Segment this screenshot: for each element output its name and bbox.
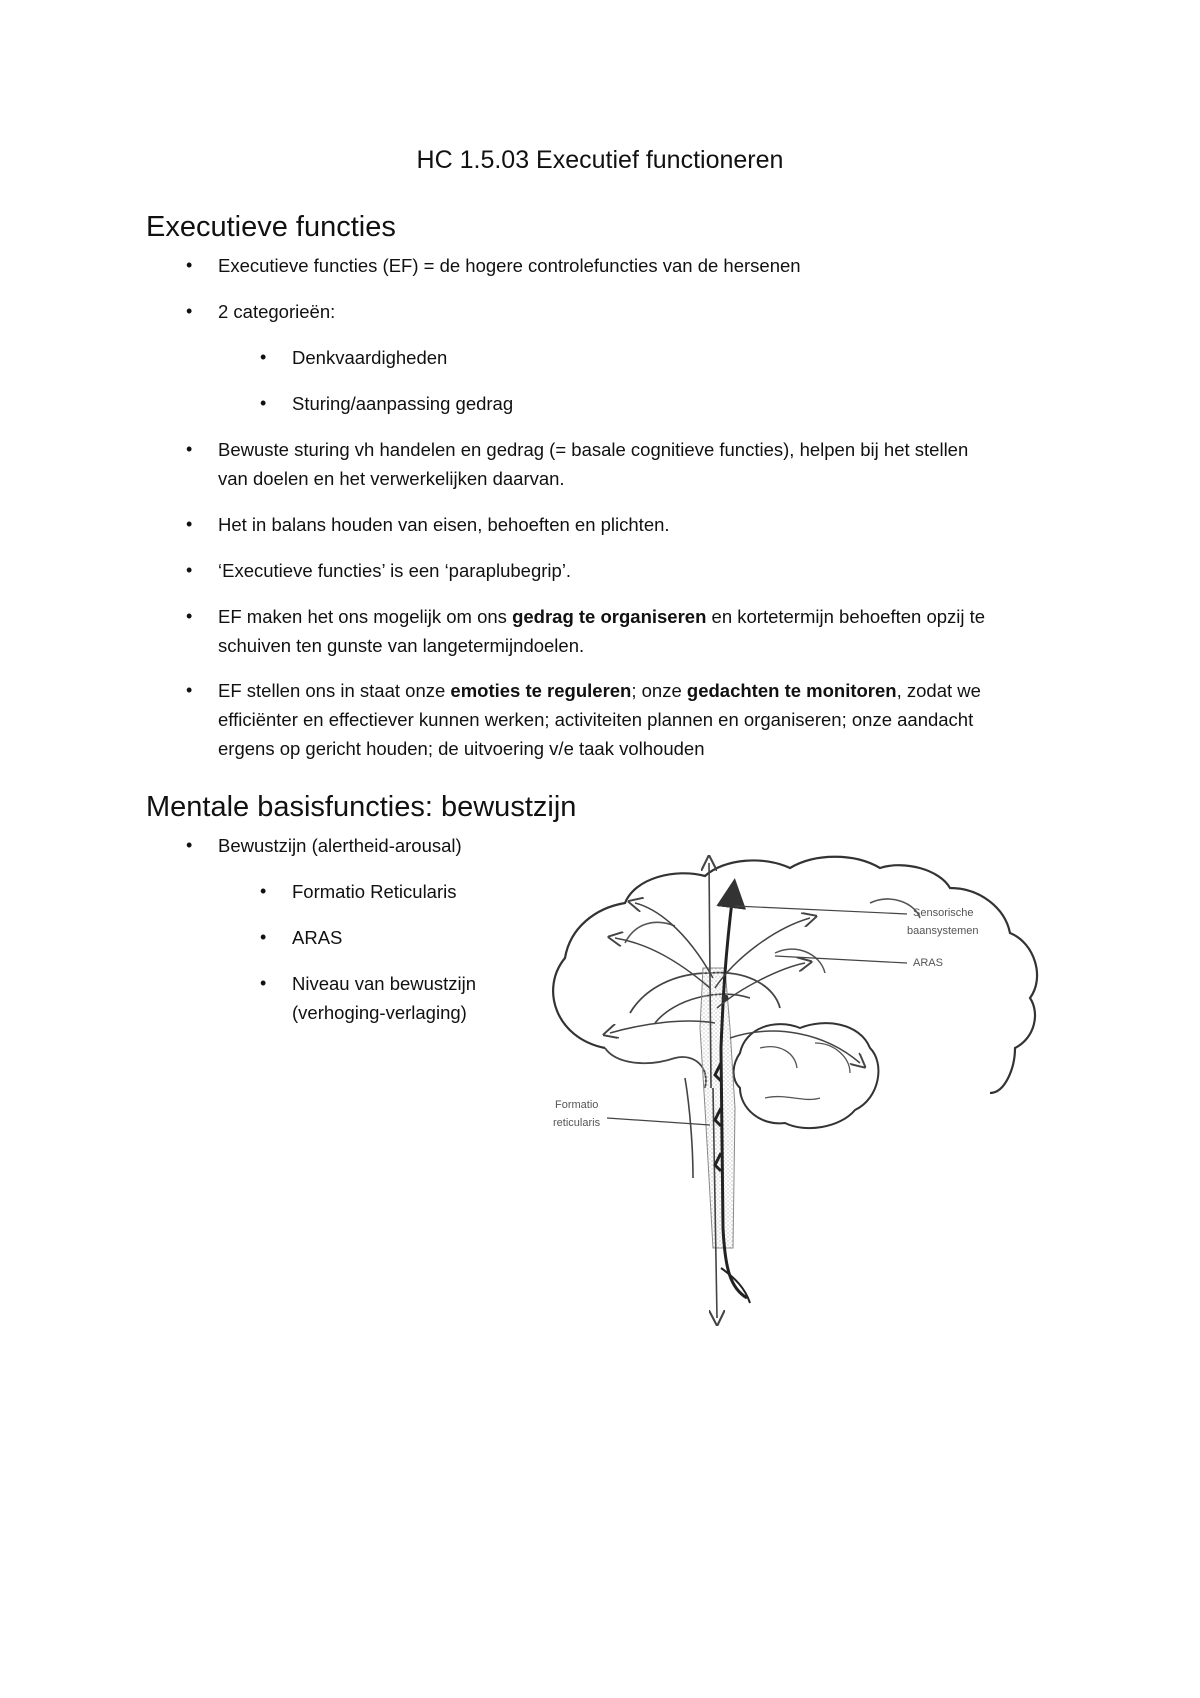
aras-fan-arrow xyxy=(610,1021,715,1033)
bullet-icon: • xyxy=(186,439,193,459)
emphasis-text: gedrag te organiseren xyxy=(512,606,707,627)
label-aras: ARAS xyxy=(913,957,943,969)
section-heading-mentale-basisfuncties: Mentale basisfuncties: bewustzijn xyxy=(146,791,577,823)
list-item-text: Het in balans houden van eisen, behoeften en plichten. xyxy=(218,514,670,535)
list-item-text: Sturing/aanpassing gedrag xyxy=(292,393,514,414)
document-title: HC 1.5.03 Executief functioneren xyxy=(416,146,784,174)
list-item-text: , zodat we xyxy=(896,680,981,701)
list-item xyxy=(186,676,1098,763)
bullet-icon: • xyxy=(260,881,267,901)
list-item-text: ARAS xyxy=(292,927,343,948)
sub-list-item xyxy=(260,343,1172,372)
list-item-text: schuiven ten gunste van langetermijndoelen. xyxy=(218,635,585,656)
list-item-text: EF maken het ons mogelijk om ons xyxy=(218,606,513,627)
sub-list-item xyxy=(260,877,512,906)
brainstem-outline xyxy=(685,1078,693,1178)
aras-node xyxy=(722,995,729,1002)
section-heading-executieve-functies: Executieve functies xyxy=(146,211,396,243)
cerebrum-outline xyxy=(553,857,1037,1093)
list-item-text: Bewuste sturing vh handelen en gedrag (= basale cognitieve functies), helpen bij het stellen xyxy=(218,439,969,460)
list-item-text: ; onze xyxy=(631,680,687,701)
list-item-text: Formatio Reticularis xyxy=(292,881,457,902)
emphasis-text: gedachten te monitoren xyxy=(686,680,897,701)
bullet-icon: • xyxy=(186,301,193,321)
bullet-icon: • xyxy=(260,927,267,947)
list-item-text: Bewustzijn (alertheid-arousal) xyxy=(218,835,462,856)
list-item-text: ergens op gericht houden; de uitvoering v/e taak volhouden xyxy=(218,738,705,759)
bullet-icon: • xyxy=(260,347,267,367)
label-sensorische: Sensorische xyxy=(913,907,974,919)
brain-aras-diagram xyxy=(535,848,1090,1348)
aras-fan-arrow xyxy=(635,903,713,978)
label-line-formatio xyxy=(607,1118,710,1125)
label-line-aras xyxy=(775,956,907,963)
label-formatio: Formatio xyxy=(555,1099,599,1111)
list-item xyxy=(186,435,1098,493)
list-item xyxy=(186,251,1098,280)
aras-fan-arrow xyxy=(615,938,710,988)
list-item-text: 2 categorieën: xyxy=(218,301,336,322)
sub-list-item xyxy=(260,923,512,952)
label-line-sensory xyxy=(735,906,907,914)
gyrus-outline xyxy=(605,1048,706,1088)
bullet-icon: • xyxy=(186,680,193,700)
label-baansystemen: baansystemen xyxy=(907,925,979,937)
list-item xyxy=(186,297,1098,326)
list-item-text: EF stellen ons in staat onze xyxy=(218,680,451,701)
bullet-icon: • xyxy=(260,973,267,993)
label-reticularis: reticularis xyxy=(553,1117,601,1129)
gyrus-outline xyxy=(625,922,675,943)
list-item xyxy=(186,602,1098,660)
list-item-text: ‘Executieve functies’ is een ‘paraplubegrip’. xyxy=(218,560,572,581)
list-item xyxy=(186,556,1098,585)
bullet-icon: • xyxy=(186,514,193,534)
list-item-text: Niveau van bewustzijn xyxy=(292,973,477,994)
bullet-icon: • xyxy=(186,835,193,855)
bullet-icon: • xyxy=(260,393,267,413)
list-item-text: Denkvaardigheden xyxy=(292,347,448,368)
sub-list-item xyxy=(260,389,1172,418)
bullet-icon: • xyxy=(186,560,193,580)
list-item xyxy=(186,510,1098,539)
list-item-text: van doelen en het verwerkelijken daarvan. xyxy=(218,468,565,489)
brainstem xyxy=(700,968,735,1248)
sub-list-item xyxy=(260,969,512,1027)
list-item-text: (verhoging-verlaging) xyxy=(292,1002,467,1023)
cerebellum-folia xyxy=(760,1043,850,1099)
list-item-text: en kortetermijn behoeften opzij te xyxy=(706,606,986,627)
cerebellum-outline xyxy=(734,1023,879,1128)
bullet-icon: • xyxy=(186,606,193,626)
emphasis-text: emoties te reguleren xyxy=(450,680,632,701)
bullet-icon: • xyxy=(186,255,193,275)
list-item-text: Executieve functies (EF) = de hogere controlefuncties van de hersenen xyxy=(218,255,801,276)
list-item-text: efficiënter en effectiever kunnen werken; activiteiten plannen en organiseren; onze aandacht xyxy=(218,709,974,730)
